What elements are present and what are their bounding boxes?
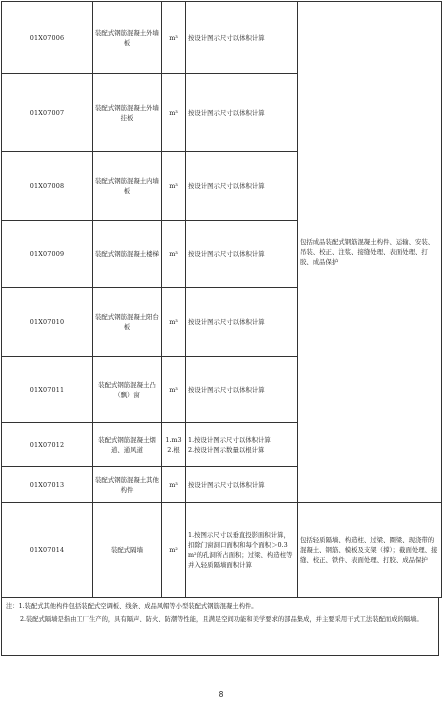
rule-line: 1.按设计图示尺寸以体积计算: [188, 435, 271, 444]
item-code: 01X07008: [2, 152, 93, 221]
item-unit: m³: [162, 467, 186, 503]
item-unit: m³: [162, 221, 186, 288]
rule-line: 2.按设计图示数量以根计算: [188, 445, 265, 454]
work-content: 包括轻质隔墙、构造柱、过梁、圈梁、现浇带的混凝土、钢筋、模板及支架（撑）；截面处理、接缝、校正、铁件、表面处理、打胶、成品保护: [298, 503, 442, 598]
item-code: 01X07010: [2, 288, 93, 357]
measurement-rule: 按设计图示尺寸以体积计算: [186, 152, 298, 221]
item-code: 01X07007: [2, 74, 93, 152]
item-code: 01X07013: [2, 467, 93, 503]
measurement-rule: 按设计图示尺寸以体积计算: [186, 2, 298, 74]
item-code: 01X07009: [2, 221, 93, 288]
item-name: 装配式钢筋混凝土阳台板: [93, 288, 162, 357]
item-name: 装配式钢筋混凝土外墙挂板: [93, 74, 162, 152]
item-unit: m³: [162, 357, 186, 423]
item-name: 装配式钢筋混凝土楼梯: [93, 221, 162, 288]
measurement-rule: 按设计图示尺寸以体积计算: [186, 357, 298, 423]
item-code: 01X07014: [2, 503, 93, 598]
item-code: 01X07006: [2, 2, 93, 74]
measurement-rule: 按设计图示尺寸以体积计算: [186, 288, 298, 357]
item-name: 装配式钢筋混凝土外墙板: [93, 2, 162, 74]
measurement-rule: 按设计图示尺寸以体积计算: [186, 74, 298, 152]
note-2: 2.装配式隔墙是指由工厂生产的，具有隔声、防火、防潮等性能，且满足空间功能和美学要求的部品集成，并主要采用干式工法装配而成的隔墙。: [20, 616, 423, 623]
work-content-group: 包括成品装配式钢筋混凝土构件、运输、安装、吊装、校正、注浆、接缝处理、表面处理、打胶、成品保护: [298, 2, 442, 503]
item-unit: [162, 423, 186, 467]
page-number: 8: [218, 690, 224, 699]
table-notes: [1, 598, 439, 656]
item-name: 装配式钢筋混凝土凸（飘）窗: [93, 357, 162, 423]
unit-line: 1.m3: [165, 435, 182, 444]
measurement-rule: 按设计图示尺寸以体积计算: [186, 467, 298, 503]
item-name: 装配式隔墙: [93, 503, 162, 598]
note-1: 注：1.装配式其他构件包括装配式空调板、线条、成品风帽等小型装配式钢筋混凝土构件。: [6, 603, 258, 610]
item-unit: m³: [162, 152, 186, 221]
item-code: 01X07011: [2, 357, 93, 423]
item-name: 装配式钢筋混凝土其他构件: [93, 467, 162, 503]
item-unit: m³: [162, 288, 186, 357]
item-name: 装配式钢筋混凝土内墙板: [93, 152, 162, 221]
item-unit: m³: [162, 2, 186, 74]
item-unit: m²: [162, 503, 186, 598]
item-code: 01X07012: [2, 423, 93, 467]
table-row: [2, 2, 442, 74]
table-row: [2, 503, 442, 598]
measurement-rule: 1.按图示尺寸以垂直投影面积计算，扣除门窗洞口面积和每个面积＞0.3 m²的孔洞所占面积；过梁、构造柱等并入轻质隔墙面积计算: [186, 503, 298, 598]
specification-table: [1, 1, 442, 598]
unit-line: 2.根: [167, 445, 180, 454]
item-name: 装配式钢筋混凝土烟道、通风道: [93, 423, 162, 467]
item-unit: m³: [162, 74, 186, 152]
measurement-rule: [186, 423, 298, 467]
measurement-rule: 按设计图示尺寸以体积计算: [186, 221, 298, 288]
